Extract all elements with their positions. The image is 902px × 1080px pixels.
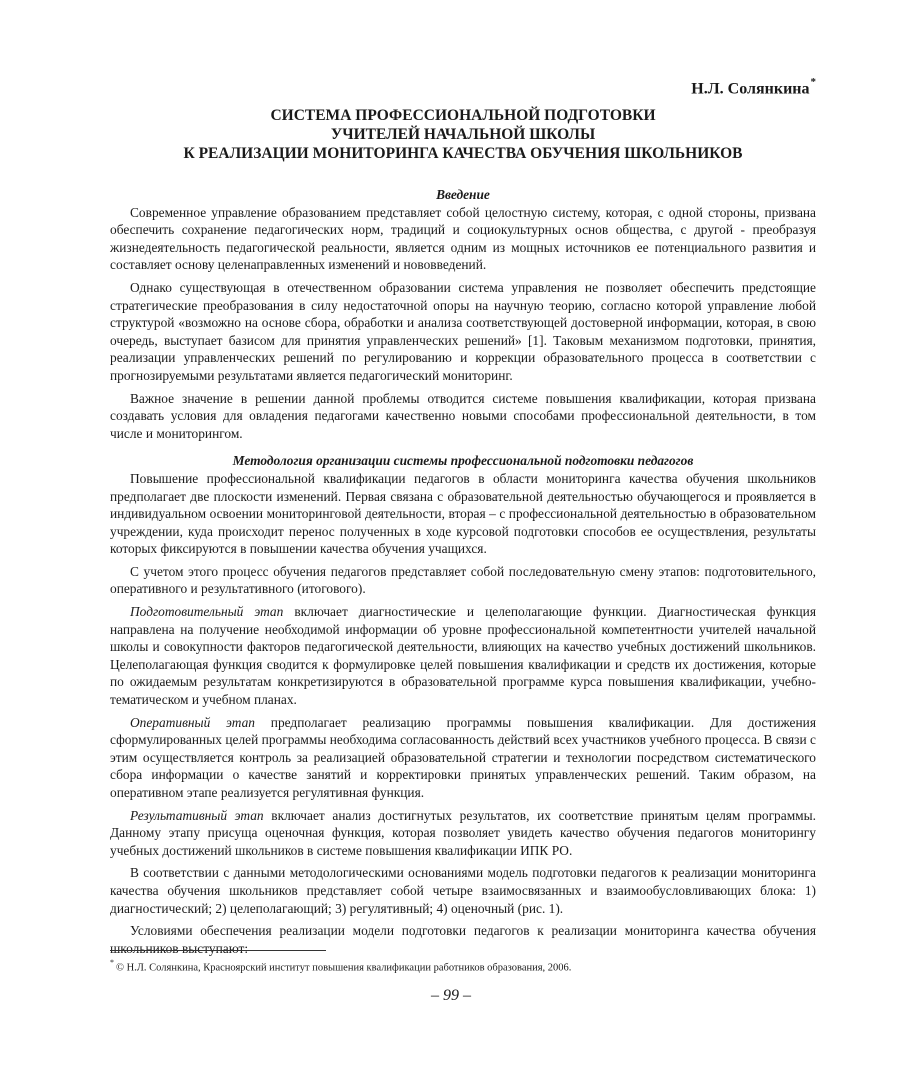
title-line-2: УЧИТЕЛЕЙ НАЧАЛЬНОЙ ШКОЛЫ [330, 126, 596, 143]
term-resultative-stage: Результативный этап [130, 807, 264, 823]
author-name: Н.Л. Солянкина [691, 80, 810, 98]
footnote-text: © Н.Л. Солянкина, Красноярский институт повышения квалификации работников образования, 2006. [116, 962, 572, 974]
footnote-mark: * [110, 958, 114, 967]
term-preparatory-stage: Подготовительный этап [130, 604, 284, 620]
paragraph: Условиями обеспечения реализации модели подготовки педагогов к реализации мониторинга качества обучения школьников выступают: [110, 923, 816, 956]
author-line [691, 78, 816, 98]
paragraph [110, 807, 816, 860]
article-body [110, 186, 816, 962]
paragraph-text: включает диагностические и целеполагающие функции. Диагностическая функция направлена на получение необходимой информации об уровне профессиональной компетентности учителей начальной школы и совокупности факторов педагогической деятельности, влияющих на качество учебных достижений школьников. Целеполагающая функция сводится к формулировке целей повышения квалификации и средств их достижения, которые по ожидаемым результатам конкретизируются в образовательной программе курса повышения квалификации, учебно-тематическом и учебном планах. [110, 604, 816, 708]
paragraph-text: предполагает реализацию программы повышения квалификации. Для достижения сформулированных целей программы необходима согласованность действий всех участников учебного процесса. В связи с этим осуществляется контроль за реализацией образовательной стратегии и технологии посредством систематического сбора информации о качестве занятий и корректировки принятых управленческих решений. Таким образом, на оперативном этапе реализуется регулятивная функция. [110, 714, 816, 800]
paragraph: В соответствии с данными методологическими основаниями модель подготовки педагогов к реализации мониторинга качества обучения школьников представляет собой четыре взаимосвязанных и взаимообусловливающих блока: 1) диагностический; 2) целеполагающий; 3) регулятивный; 4) оценочный (рис. 1). [110, 865, 816, 916]
footnote [110, 957, 816, 976]
paragraph [110, 603, 816, 709]
term-operative-stage: Оперативный этап [130, 714, 256, 730]
page-number: – 99 – [431, 987, 471, 1004]
section-heading-intro: Введение [436, 187, 490, 202]
paragraph: Однако существующая в отечественном образовании система управления не позволяет обеспечить предстоящие стратегические преобразования в силу недостаточной опоры на научную теорию, согласно которой управление любой структурой «возможно на основе сбора, обработки и анализа соответствующей достоверной информации, которая, в свою очередь, выступает базисом для принятия управленческих решений» [1]. Таковым механизмом подготовки, принятия, реализации управленческих решений по регулированию и коррекции образовательного процесса в соответствии с прогнозируемыми результатами является педагогический мониторинг. [110, 279, 816, 383]
author-footnote-mark: * [810, 76, 816, 88]
title-line-1: СИСТЕМА ПРОФЕССИОНАЛЬНОЙ ПОДГОТОВКИ [270, 107, 656, 124]
paragraph: Повышение профессиональной квалификации педагогов в области мониторинга качества обучения школьников предполагает две плоскости изменений. Первая связана с образовательной деятельностью обучающегося и проявляется в индивидуальном освоении мониторинговой деятельности, вторая – с профессиональной деятельностью в образовательном учреждении, куда происходит перенос полученных в ходе курсовой подготовки способов ее осуществления, результаты которых фиксируются в повышении качества обучения учащихся. [110, 470, 816, 557]
paragraph [110, 714, 816, 802]
paragraph: С учетом этого процесс обучения педагогов представляет собой последовательную смену этапов: подготовительного, оперативного и результативного (итогового). [110, 563, 816, 597]
footnote-divider [110, 950, 326, 951]
title-line-3: К РЕАЛИЗАЦИИ МОНИТОРИНГА КАЧЕСТВА ОБУЧЕНИЯ ШКОЛЬНИКОВ [183, 145, 743, 162]
article-title [100, 106, 826, 163]
section-heading-methodology: Методология организации системы профессиональной подготовки педагогов [232, 453, 694, 469]
paragraph: Современное управление образованием представляет собой целостную систему, которая, с одной стороны, призвана обеспечить сохранение педагогических норм, традиций и социокультурных основ общества, с другой - преобразуя жизнедеятельность педагогической реальности, является одним из мощных источников ее потенциального развития и составляет основу целенаправленных изменений и нововведений. [110, 204, 816, 273]
paragraph-text: включает анализ достигнутых результатов, их соответствие принятым целям программы. Данному этапу присуща оценочная функция, которая позволяет увидеть качество обучения педагогов мониторингу учебных достижений школьников в системе повышения квалификации ИПК РО. [110, 807, 816, 858]
paragraph: Важное значение в решении данной проблемы отводится системе повышения квалификации, которая призвана создавать условия для овладения педагогами качественно новыми способами профессиональной деятельности, в том числе и мониторингом. [110, 390, 816, 441]
